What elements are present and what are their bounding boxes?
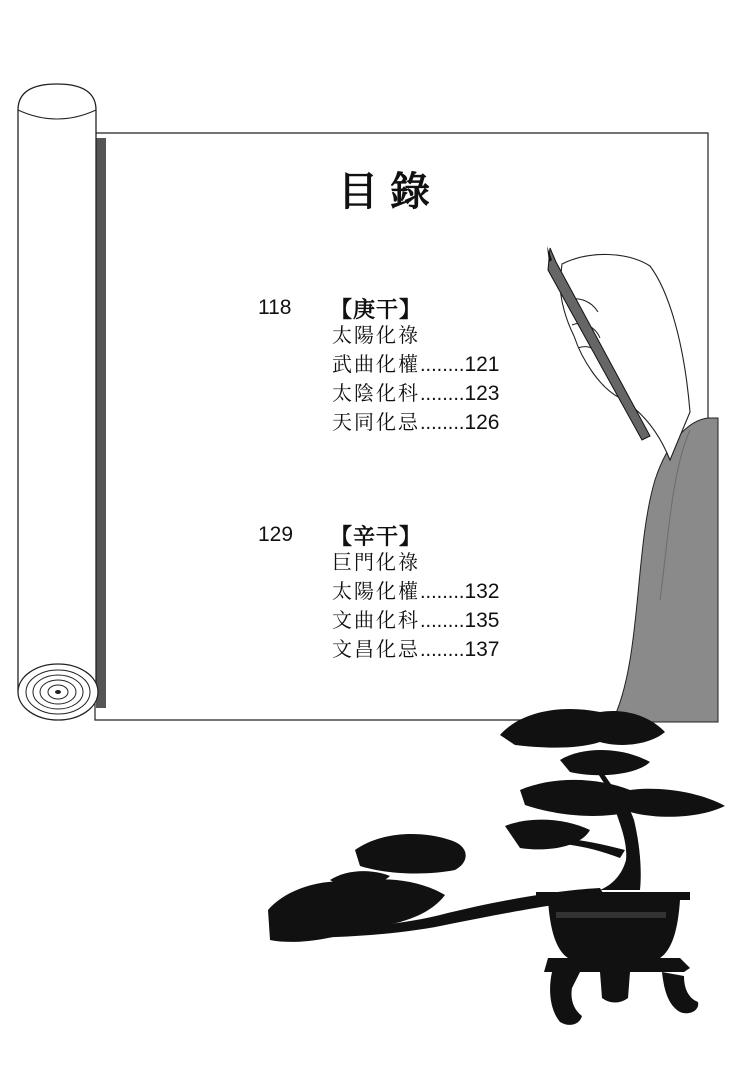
scroll-paper-edge bbox=[96, 138, 106, 708]
bonsai-tree-illustration bbox=[268, 709, 725, 1025]
toc-entry bbox=[332, 406, 500, 435]
toc-entry bbox=[332, 575, 500, 604]
toc-entry-title: 太陽化權 bbox=[332, 579, 420, 603]
toc-entry bbox=[332, 348, 500, 377]
toc-entry-title: 太陰化科 bbox=[332, 381, 420, 405]
page-title: 目錄 bbox=[338, 168, 442, 215]
toc-entry-list bbox=[332, 319, 500, 435]
toc-entry bbox=[332, 319, 500, 348]
toc-entry-title: 太陽化祿 bbox=[332, 323, 420, 347]
toc-leader-dots: ........ bbox=[420, 639, 465, 661]
toc-leader-dots: ........ bbox=[420, 610, 465, 632]
toc-entry bbox=[332, 377, 500, 406]
toc-entry-page: 126 bbox=[464, 411, 500, 434]
toc-entry-title: 巨門化祿 bbox=[332, 550, 420, 574]
toc-entry bbox=[332, 604, 500, 633]
toc-entry-title: 天同化忌 bbox=[332, 410, 420, 434]
toc-entry-title: 武曲化權 bbox=[332, 352, 420, 376]
toc-entry-page: 132 bbox=[464, 580, 500, 603]
section-page-number: 118 bbox=[258, 296, 292, 319]
toc-entry-title: 文曲化科 bbox=[332, 608, 420, 632]
toc-entry-page: 121 bbox=[464, 353, 500, 376]
toc-leader-dots: ........ bbox=[420, 383, 465, 405]
toc-entry bbox=[332, 546, 500, 575]
section-heading: 【庚干】 bbox=[330, 297, 423, 323]
toc-entry-title: 文昌化忌 bbox=[332, 637, 420, 661]
toc-entry-list bbox=[332, 546, 500, 662]
toc-entry-page: 135 bbox=[464, 609, 500, 632]
toc-leader-dots: ........ bbox=[420, 581, 465, 603]
scroll-roll bbox=[18, 84, 98, 720]
toc-leader-dots: ........ bbox=[420, 354, 465, 376]
toc-entry-page: 137 bbox=[464, 638, 500, 661]
section-heading: 【辛干】 bbox=[330, 524, 423, 550]
section-page-number: 129 bbox=[258, 523, 294, 546]
toc-leader-dots: ........ bbox=[420, 412, 465, 434]
toc-entry-page: 123 bbox=[464, 382, 500, 405]
toc-entry bbox=[332, 633, 500, 662]
